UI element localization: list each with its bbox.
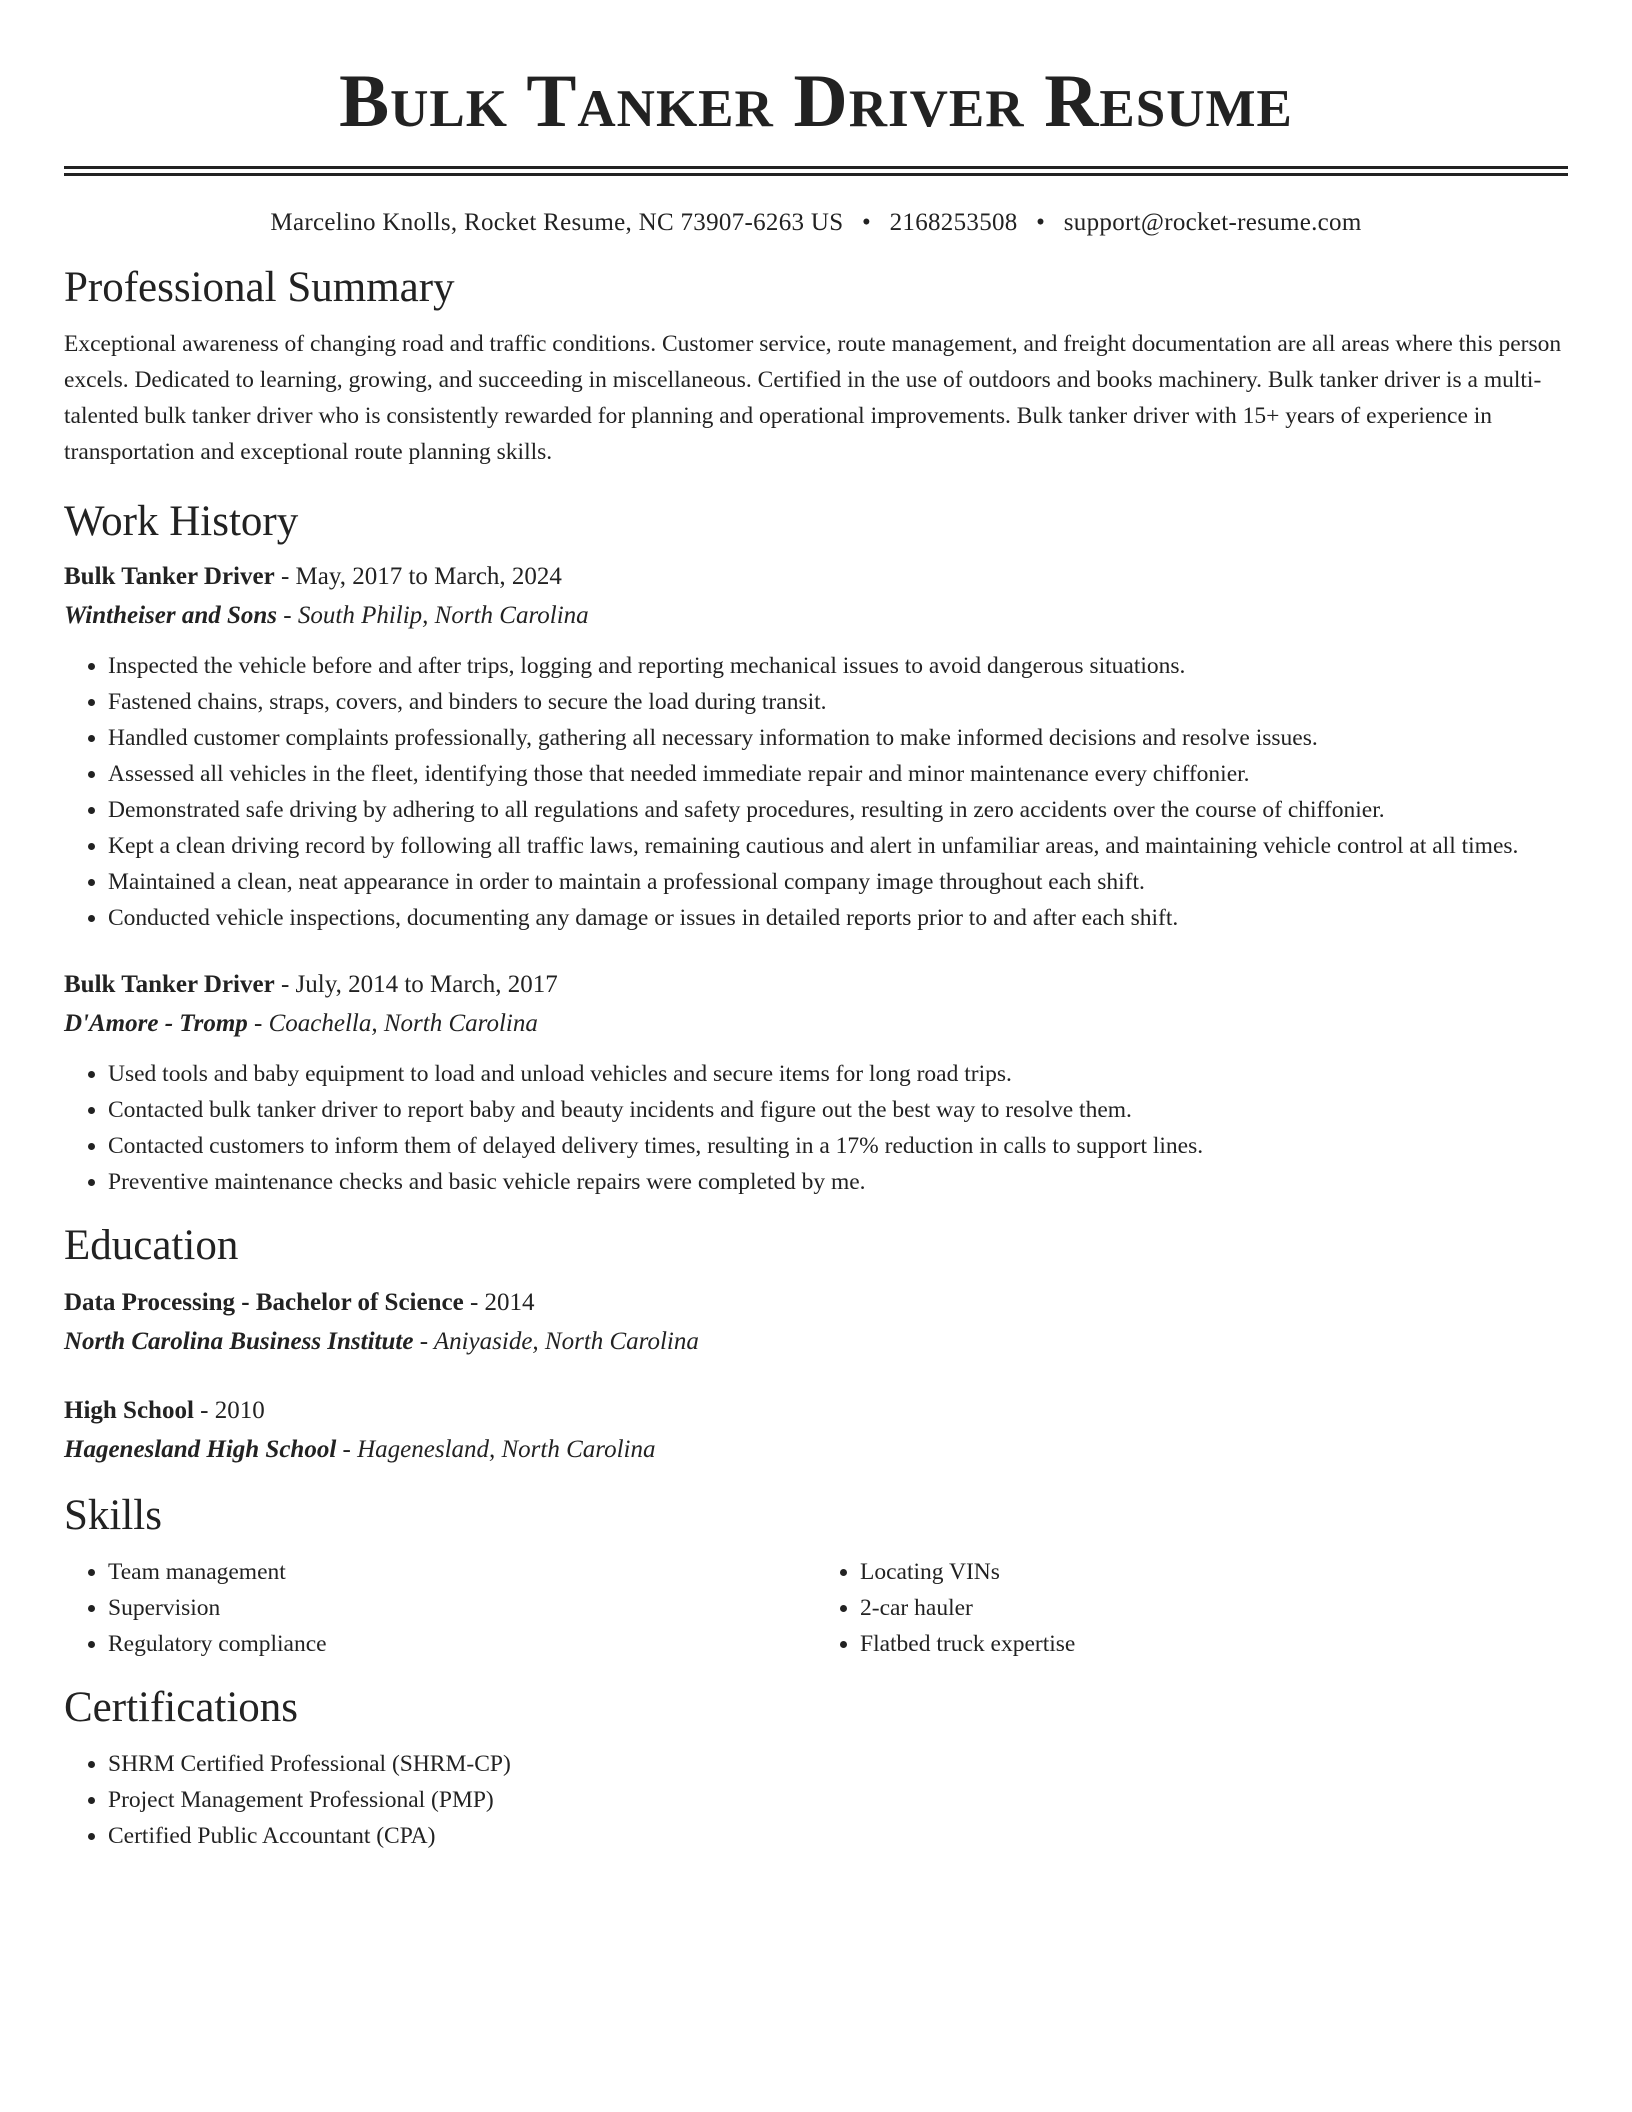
list-item: • Contacted bulk tanker driver to report baby and beauty incidents and figure out the best way to resolve them. — [108, 1092, 1568, 1128]
list-item: • Used tools and baby equipment to load and unload vehicles and secure items for long road trips. — [108, 1056, 1568, 1092]
contact-address: Marcelino Knolls, Rocket Resume, NC 73907-6263 US — [270, 209, 844, 236]
list-item: • Supervision — [108, 1590, 816, 1626]
job-header — [64, 558, 1568, 596]
list-item: • Demonstrated safe driving by adhering to all regulations and safety procedures, resulting in zero accidents over the course of chiffonier. — [108, 792, 1568, 828]
job-entry — [64, 558, 1568, 936]
contact-separator: • — [861, 209, 872, 236]
job-employer — [64, 596, 1568, 636]
education-year: - 2010 — [193, 1397, 265, 1424]
list-item: • Team management — [108, 1554, 816, 1590]
list-item: • 2-car hauler — [860, 1590, 1568, 1626]
job-dates: - May, 2017 to March, 2024 — [274, 563, 562, 590]
summary-heading: Professional Summary — [64, 264, 455, 311]
certifications-list — [64, 1746, 1568, 1854]
education-school-line — [64, 1430, 1568, 1470]
job-company: Wintheiser and Sons — [64, 602, 278, 629]
summary-text: Exceptional awareness of changing road and traffic conditions. Customer service, route management, and freight documentation are all areas where this person excels. Dedicated to learning, growing, and succeeding in miscellaneous. Certified in the use of outdoors and books machinery. Bulk tanker driver is a multi-talented bulk tanker driver who is consistently rewarded for planning and operational improvements. Bulk tanker driver with 15+ years of experience in transportation and exceptional route planning skills. — [64, 331, 1562, 465]
list-item: • Handled customer complaints professionally, gathering all necessary information to make informed decisions and resolve issues. — [108, 720, 1568, 756]
work-history-heading: Work History — [64, 498, 299, 545]
skills-heading: Skills — [64, 1492, 162, 1539]
list-item: • Project Management Professional (PMP) — [108, 1782, 1568, 1818]
list-item: • Preventive maintenance checks and basic vehicle repairs were completed by me. — [108, 1164, 1568, 1200]
skills-list-left — [64, 1554, 816, 1662]
list-item: • Maintained a clean, neat appearance in order to maintain a professional company image throughout each shift. — [108, 864, 1568, 900]
job-employer — [64, 1004, 1568, 1044]
education-school: North Carolina Business Institute — [64, 1328, 414, 1355]
list-item: • Certified Public Accountant (CPA) — [108, 1818, 1568, 1854]
job-title: Bulk Tanker Driver — [64, 563, 275, 590]
education-degree: High School — [64, 1397, 194, 1424]
list-item: • Regulatory compliance — [108, 1626, 816, 1662]
job-dates: - July, 2014 to March, 2017 — [274, 971, 558, 998]
education-header — [64, 1284, 1568, 1322]
job-title: Bulk Tanker Driver — [64, 971, 275, 998]
education-degree: Data Processing - Bachelor of Science — [64, 1289, 464, 1316]
job-duties-list — [64, 648, 1568, 936]
job-duties-list — [64, 1056, 1568, 1200]
education-heading: Education — [64, 1222, 239, 1269]
list-item: • Inspected the vehicle before and after trips, logging and reporting mechanical issues to avoid dangerous situations. — [108, 648, 1568, 684]
job-header — [64, 966, 1568, 1004]
list-item: • Contacted customers to inform them of delayed delivery times, resulting in a 17% reduction in calls to support lines. — [108, 1128, 1568, 1164]
education-year: - 2014 — [463, 1289, 535, 1316]
contact-phone: 2168253508 — [889, 209, 1018, 236]
certifications-heading: Certifications — [64, 1684, 299, 1731]
education-entry — [64, 1284, 1568, 1362]
education-school: Hagenesland High School — [64, 1436, 337, 1463]
education-school-line — [64, 1322, 1568, 1362]
list-item: • Flatbed truck expertise — [860, 1626, 1568, 1662]
list-item: • Conducted vehicle inspections, documenting any damage or issues in detailed reports prior to and after each shift. — [108, 900, 1568, 936]
list-item: • Fastened chains, straps, covers, and binders to secure the load during transit. — [108, 684, 1568, 720]
list-item: • SHRM Certified Professional (SHRM-CP) — [108, 1746, 1568, 1782]
list-item: • Locating VINs — [860, 1554, 1568, 1590]
education-header — [64, 1392, 1568, 1430]
title-divider — [64, 166, 1568, 176]
education-location: - Aniyaside, North Carolina — [413, 1328, 699, 1355]
skills-columns — [64, 1554, 1568, 1662]
list-item: • Assessed all vehicles in the fleet, identifying those that needed immediate repair and minor maintenance every chiffonier. — [108, 756, 1568, 792]
contact-line — [64, 206, 1568, 240]
contact-separator: • — [1036, 209, 1046, 236]
job-location: - South Philip, North Carolina — [277, 602, 589, 629]
contact-email: support@rocket-resume.com — [1063, 209, 1362, 236]
education-location: - Hagenesland, North Carolina — [336, 1436, 656, 1463]
job-location: - Coachella, North Carolina — [247, 1010, 538, 1037]
skills-list-right — [816, 1554, 1568, 1662]
resume-title: Bulk Tanker Driver Resume — [339, 60, 1293, 143]
job-company: D'Amore - Tromp — [64, 1010, 248, 1037]
education-entry — [64, 1392, 1568, 1470]
resume-page — [64, 0, 1568, 1854]
list-item: • Kept a clean driving record by following all traffic laws, remaining cautious and alert in unfamiliar areas, and maintaining vehicle control at all times. — [108, 828, 1568, 864]
job-entry — [64, 966, 1568, 1200]
